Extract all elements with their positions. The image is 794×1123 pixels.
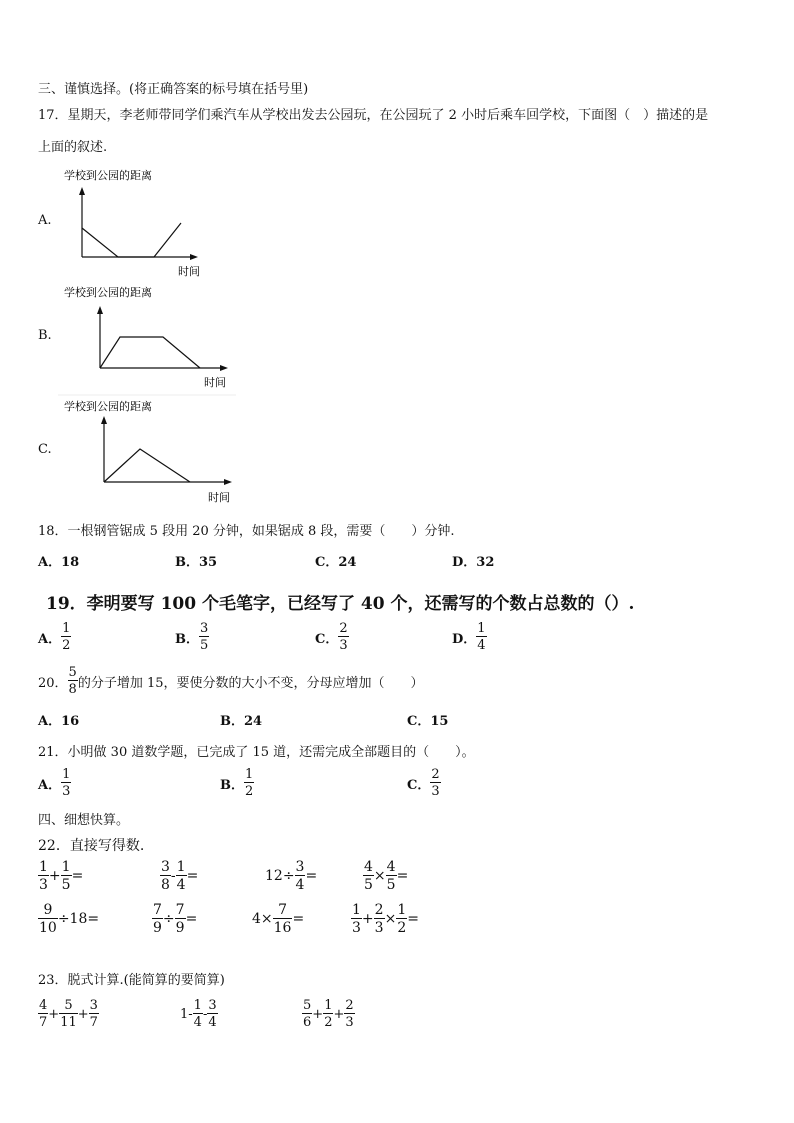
numerator: 3: [295, 859, 305, 875]
fraction: [363, 860, 374, 892]
graph-c-ylabel: 学校到公园的距离: [64, 400, 152, 413]
numerator: 2: [374, 902, 384, 918]
denominator: 10: [39, 920, 57, 936]
q20-text: [38, 666, 424, 696]
fraction: [273, 903, 293, 935]
q22-item-6: [152, 903, 197, 935]
q17-option-b-label: B.: [38, 328, 52, 343]
q17-graph-b: [58, 282, 238, 397]
operator: =: [292, 911, 305, 927]
denominator: 4: [193, 1015, 202, 1030]
denominator: 11: [60, 1015, 77, 1030]
q17-text-line1: 17．星期天，李老师带同学们乘汽车从学校出发去公园玩，在公园玩了 2 小时后乘车回学校，下面图（ ）描述的是: [38, 108, 709, 123]
denominator: 3: [39, 877, 48, 893]
q17-option-a-label: A.: [38, 213, 52, 228]
operator: +: [77, 1006, 89, 1022]
q18-option-a: A．18: [38, 555, 80, 570]
denominator: 4: [295, 877, 305, 893]
numerator: 9: [43, 902, 53, 918]
section3-title: 三、谨慎选择。(将正确答案的标号填在括号里): [38, 82, 309, 97]
denominator: 2: [245, 784, 254, 799]
fraction: [323, 999, 333, 1029]
q18-option-c: C．24: [315, 555, 357, 570]
graph-c-xlabel: 时间: [208, 491, 230, 504]
q19-option-b: [175, 622, 209, 652]
q21-option-c: [407, 768, 441, 798]
denominator: 3: [352, 920, 361, 936]
q17-graph-c: [58, 396, 243, 511]
denominator: 7: [39, 1015, 48, 1030]
graph-a-line: [82, 223, 181, 257]
q22-item-8: [351, 903, 419, 935]
fraction: [59, 999, 78, 1029]
denominator: 4: [208, 1015, 217, 1030]
q18-option-d: D．32: [452, 555, 495, 570]
q19-option-d: [452, 622, 487, 652]
operator: 1-: [180, 1006, 193, 1022]
fraction: [160, 860, 171, 892]
operator: -: [202, 1006, 208, 1022]
q18-text: 18．一根钢管锯成 5 段用 20 分钟，如果锯成 8 段，需要（ ）分钟.: [38, 524, 455, 539]
denominator: 5: [61, 877, 71, 893]
q22-item-5: [38, 903, 99, 935]
numerator: 7: [175, 902, 185, 918]
q19-option-a: [38, 622, 71, 652]
operator: ÷: [162, 911, 175, 927]
fraction: [175, 903, 186, 935]
denominator: 3: [62, 784, 71, 799]
option-label: A．: [38, 777, 62, 793]
operator: =: [407, 911, 419, 927]
numerator: 5: [303, 998, 312, 1013]
numerator: 5: [64, 998, 73, 1013]
graph-b-xlabel: 时间: [204, 376, 226, 389]
denominator: 2: [324, 1015, 333, 1030]
numerator: 2: [431, 767, 440, 782]
numerator: 1: [61, 859, 71, 875]
q23-expr-3: [302, 999, 355, 1029]
q20-option-c: C．15: [407, 714, 449, 729]
denominator: 3: [339, 638, 348, 653]
q20-number: 20．: [38, 675, 68, 691]
numerator: 3: [200, 621, 209, 636]
denominator: 5: [364, 877, 373, 893]
numerator: 1: [324, 998, 333, 1013]
q22-item-7: [252, 903, 304, 935]
q18-option-b: B．35: [175, 555, 218, 570]
q20-body: 的分子增加 15，要使分数的大小不变，分母应增加（ ）: [77, 675, 424, 691]
denominator: 4: [477, 638, 486, 653]
fraction: [351, 903, 362, 935]
fraction: [344, 999, 354, 1029]
option-label: C．: [407, 777, 431, 793]
numerator: 4: [386, 859, 396, 875]
fraction: [386, 860, 397, 892]
fraction: [89, 999, 99, 1029]
denominator: 7: [89, 1015, 98, 1030]
numerator: 1: [193, 998, 202, 1013]
numerator: 4: [364, 859, 373, 875]
q22-item-3: [265, 860, 317, 892]
numerator: 3: [161, 859, 170, 875]
q22-title: 22．直接写得数.: [38, 838, 145, 854]
operator: ÷18=: [57, 911, 100, 927]
denominator: 16: [273, 920, 292, 936]
fraction: [38, 903, 58, 935]
q22-item-4: [363, 860, 408, 892]
denominator: 6: [303, 1015, 312, 1030]
denominator: 4: [176, 877, 186, 893]
q20-option-b: B．24: [220, 714, 263, 729]
operator: =: [396, 868, 409, 884]
graph-c-line: [104, 449, 190, 482]
denominator: 9: [175, 920, 185, 936]
denominator: 3: [431, 784, 440, 799]
fraction: [193, 999, 203, 1029]
q20-option-a: A．16: [38, 714, 80, 729]
numerator: 1: [62, 621, 71, 636]
denominator: 3: [345, 1015, 354, 1030]
q17-graph-a: [58, 165, 218, 280]
operator: =: [185, 911, 198, 927]
graph-a-xlabel: 时间: [178, 265, 200, 278]
graph-a-ylabel: 学校到公园的距离: [64, 169, 152, 182]
q23-expr-1: [38, 999, 99, 1029]
numerator: 3: [208, 998, 217, 1013]
fraction: [374, 903, 385, 935]
fraction: [38, 999, 48, 1029]
operator: =: [71, 868, 84, 884]
operator: 12÷: [265, 868, 295, 884]
numerator: 1: [245, 767, 254, 782]
q17-option-c-label: C.: [38, 442, 52, 457]
q22-item-1: [38, 860, 83, 892]
denominator: 3: [374, 920, 384, 936]
numerator: 2: [339, 621, 348, 636]
numerator: 1: [176, 859, 186, 875]
numerator: 7: [278, 902, 288, 918]
section4-title: 四、细想快算。: [38, 813, 130, 828]
fraction: [176, 860, 187, 892]
numerator: 1: [39, 859, 48, 875]
numerator: 1: [62, 767, 71, 782]
operator: 4×: [252, 911, 273, 927]
graph-b-line: [100, 337, 200, 368]
operator: =: [305, 868, 318, 884]
q21-text: 21．小明做 30 道数学题，已完成了 15 道，还需完成全部题目的（ ）。: [38, 745, 475, 760]
numerator: 1: [477, 621, 486, 636]
operator: ×: [373, 868, 386, 884]
numerator: 1: [397, 902, 407, 918]
q22-item-2: [160, 860, 198, 892]
fraction: [302, 999, 312, 1029]
option-label: D．: [452, 631, 477, 647]
option-label: C．: [315, 631, 339, 647]
denominator: 2: [397, 920, 407, 936]
q21-option-b: [220, 768, 254, 798]
q19-text: 19．李明要写 100 个毛笔字，已经写了 40 个，还需写的个数占总数的（）.: [46, 594, 635, 614]
fraction: [152, 903, 163, 935]
numerator: 4: [39, 998, 48, 1013]
operator: -: [170, 868, 176, 884]
numerator: 1: [352, 902, 361, 918]
denominator: 5: [200, 638, 209, 653]
numerator: 3: [89, 998, 98, 1013]
operator: +: [361, 911, 374, 927]
numerator: 5: [68, 665, 77, 680]
q21-option-a: [38, 768, 71, 798]
fraction: [61, 860, 72, 892]
fraction: [295, 860, 306, 892]
denominator: 8: [161, 877, 170, 893]
option-label: B．: [220, 777, 244, 793]
operator: +: [48, 1006, 60, 1022]
option-label: A．: [38, 631, 62, 647]
numerator: 2: [345, 998, 354, 1013]
q23-expr-2: [180, 999, 218, 1029]
operator: =: [186, 868, 199, 884]
fraction: [207, 999, 217, 1029]
fraction: [38, 860, 49, 892]
fraction: [396, 903, 407, 935]
operator: +: [312, 1006, 324, 1022]
numerator: 7: [153, 902, 162, 918]
q23-title: 23．脱式计算.(能简算的要简算): [38, 973, 225, 988]
q17-text-line2: 上面的叙述.: [38, 140, 108, 155]
option-label: B．: [175, 631, 199, 647]
denominator: 9: [153, 920, 162, 936]
denominator: 2: [62, 638, 71, 653]
operator: ×: [384, 911, 397, 927]
q19-option-c: [315, 622, 349, 652]
operator: +: [333, 1006, 345, 1022]
denominator: 8: [68, 682, 77, 697]
operator: +: [48, 868, 61, 884]
denominator: 5: [386, 877, 396, 893]
graph-b-ylabel: 学校到公园的距离: [64, 286, 152, 299]
